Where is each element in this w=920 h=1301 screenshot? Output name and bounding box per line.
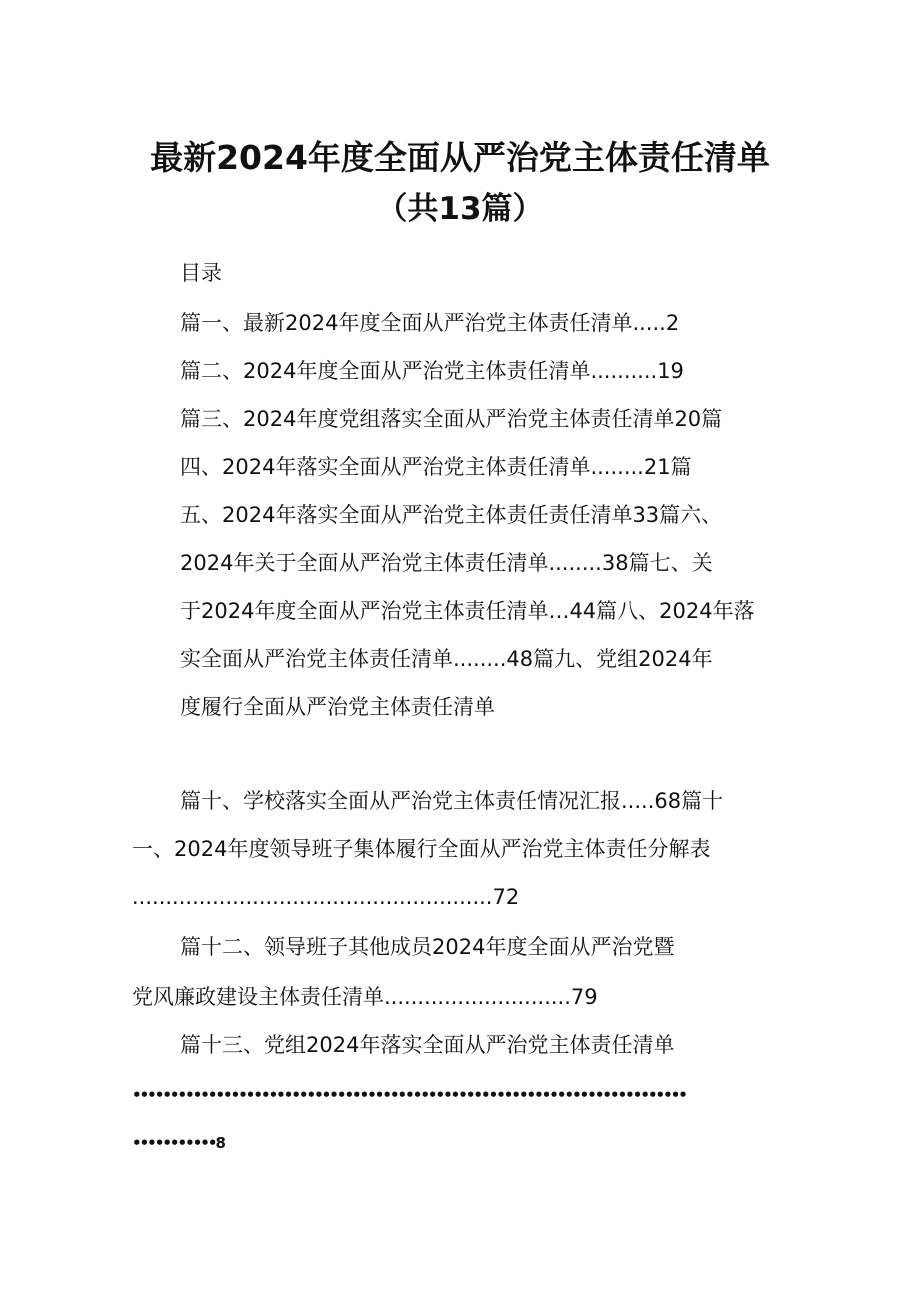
toc-line: 篇三、2024年度党组落实全面从严治党主体责任清单20篇 [180, 407, 723, 431]
toc-line: 2024年关于全面从严治党主体责任清单........38篇七、关 [180, 551, 713, 575]
toc-line: 党风廉政建设主体责任清单............................79 [132, 985, 598, 1009]
toc-line: 度履行全面从严治党主体责任清单 [180, 695, 495, 719]
toc-line: ......................................................72 [132, 885, 520, 909]
toc-line: 篇十三、党组2024年落实全面从严治党主体责任清单 [180, 1033, 675, 1057]
toc-line: 一、2024年度领导班子集体履行全面从严治党主体责任分解表 [132, 837, 711, 861]
toc-line: 五、2024年落实全面从严治党主体责任责任清单33篇六、 [180, 503, 723, 527]
toc-heading: 目录 [180, 261, 222, 285]
toc-line: 篇十、学校落实全面从严治党主体责任情况汇报.....68篇十 [180, 789, 724, 813]
document-header [0, 132, 920, 234]
toc-line: 篇一、最新2024年度全面从严治党主体责任清单.....2 [180, 311, 680, 335]
toc-line: 实全面从严治党主体责任清单........48篇九、党组2024年 [180, 647, 713, 671]
toc-line: ••••••••••••••••••••••••••••••••••••••••••••••••••••••••••••••••••••••••• [132, 1086, 686, 1104]
toc-line: 篇十二、领导班子其他成员2024年度全面从严治党暨 [180, 935, 675, 959]
toc-line: 篇二、2024年度全面从严治党主体责任清单..........19 [180, 359, 684, 383]
document-title: 最新2024年度全面从严治党主体责任清单 [150, 138, 770, 177]
toc-line: 于2024年度全面从严治党主体责任清单…44篇八、2024年落 [180, 599, 755, 623]
toc-line: •••••••••••8 [132, 1134, 224, 1152]
toc-line: 四、2024年落实全面从严治党主体责任清单........21篇 [180, 455, 692, 479]
document-subtitle: （共13篇） [376, 191, 544, 227]
